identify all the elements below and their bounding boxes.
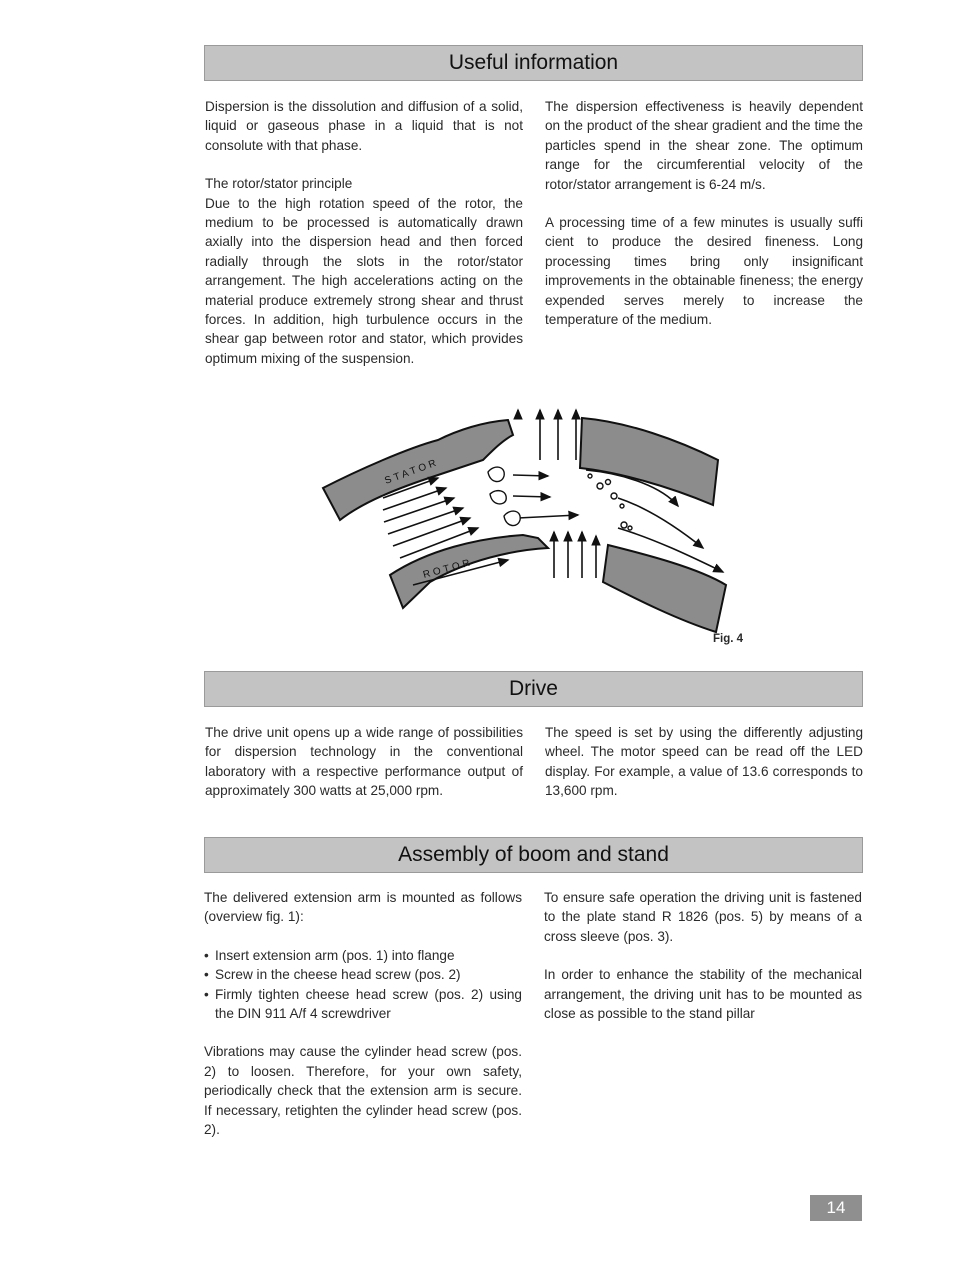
assembly-steps-list [204, 946, 522, 1024]
list-item: • Firmly tighten cheese head screw (pos. 2) using the DIN 911 A/f 4 screwdriver [204, 985, 522, 1024]
rotor-label: ROTOR [421, 557, 474, 581]
drive-right-column [545, 723, 863, 801]
dispersion-definition: Dispersion is the dissolution and diffusion of a solid, liquid or gaseous phase in a liquid that is not consolute with that phase. [205, 99, 523, 153]
list-item: • Insert extension arm (pos. 1) into flange [204, 946, 522, 965]
assembly-heading: Assembly of boom and stand [204, 837, 863, 873]
speed-setting-text: The speed is set by using the differently adjusting wheel. The motor speed can be read off the LED display. For example, a value of 13.6 corresponds to 13,600 rpm. [545, 725, 863, 799]
figure-caption: Fig. 4 [713, 633, 744, 645]
useful-information-heading: Useful information [204, 45, 863, 81]
rotor-stator-text: Due to the high rotation speed of the rotor, the medium to be processed is automatically drawn axially into the dispersion head and then forced radially through the slots in the rotor/stator arrangement. The high accelerations acting on the material produce extremely strong shear and thrust forces. In addition, high turbulence occurs in the shear gap between rotor and stator, which provides optimum mixing of the suspension. [205, 195, 523, 366]
rotor-left-shape [390, 535, 548, 608]
dispersion-effectiveness-text: The dispersion effectiveness is heavily dependent on the product of the shear gradient and the time the particles spend in the shear zone. The optimum range for the circumferential velocity of the rotor/stator arrangement is 6-24 m/s. [545, 99, 863, 192]
rotor-right-shape [603, 545, 726, 632]
assembly-right-column [544, 888, 862, 1023]
useful-left-column [205, 97, 523, 368]
rotor-stator-diagram [318, 400, 738, 640]
rotor-stator-subheading: The rotor/stator principle [205, 176, 353, 192]
useful-right-column [545, 97, 863, 329]
assembly-left-column [204, 888, 522, 1139]
drive-heading: Drive [204, 671, 863, 707]
page-number: 14 [810, 1195, 862, 1221]
stability-text: In order to enhance the stability of the mechanical arrangement, the driving unit has to be mounted as close as possible to the stand pillar [544, 967, 862, 1022]
stator-right-shape [580, 418, 718, 505]
drive-left-column [205, 723, 523, 801]
list-item: • Screw in the cheese head screw (pos. 2) [204, 965, 522, 984]
extension-arm-intro: The delivered extension arm is mounted as follows (overview fig. 1): [204, 890, 522, 925]
vibration-warning-text: Vibrations may cause the cylinder head screw (pos. 2) to loosen. Therefore, for your own safety, periodically check that the extension arm is secure. If necessary, retighten the cylinder head screw (pos. 2). [204, 1044, 522, 1138]
drive-unit-text: The drive unit opens up a wide range of possibilities for dispersion technology in the conventional laboratory with a respective performance output of approximately 300 watts at 25,000 rpm. [205, 725, 523, 799]
processing-time-text: A processing time of a few minutes is usually suffi cient to produce the desired fineness. Long processing times bring only insignificant improvements in the obtainable fineness; the energy expended serves merely to increase the temperature of the medium. [545, 215, 863, 328]
safe-operation-text: To ensure safe operation the driving unit is fastened to the plate stand R 1826 (pos. 5) by means of a cross sleeve (pos. 3). [544, 890, 862, 944]
stator-label: STATOR [383, 457, 441, 487]
